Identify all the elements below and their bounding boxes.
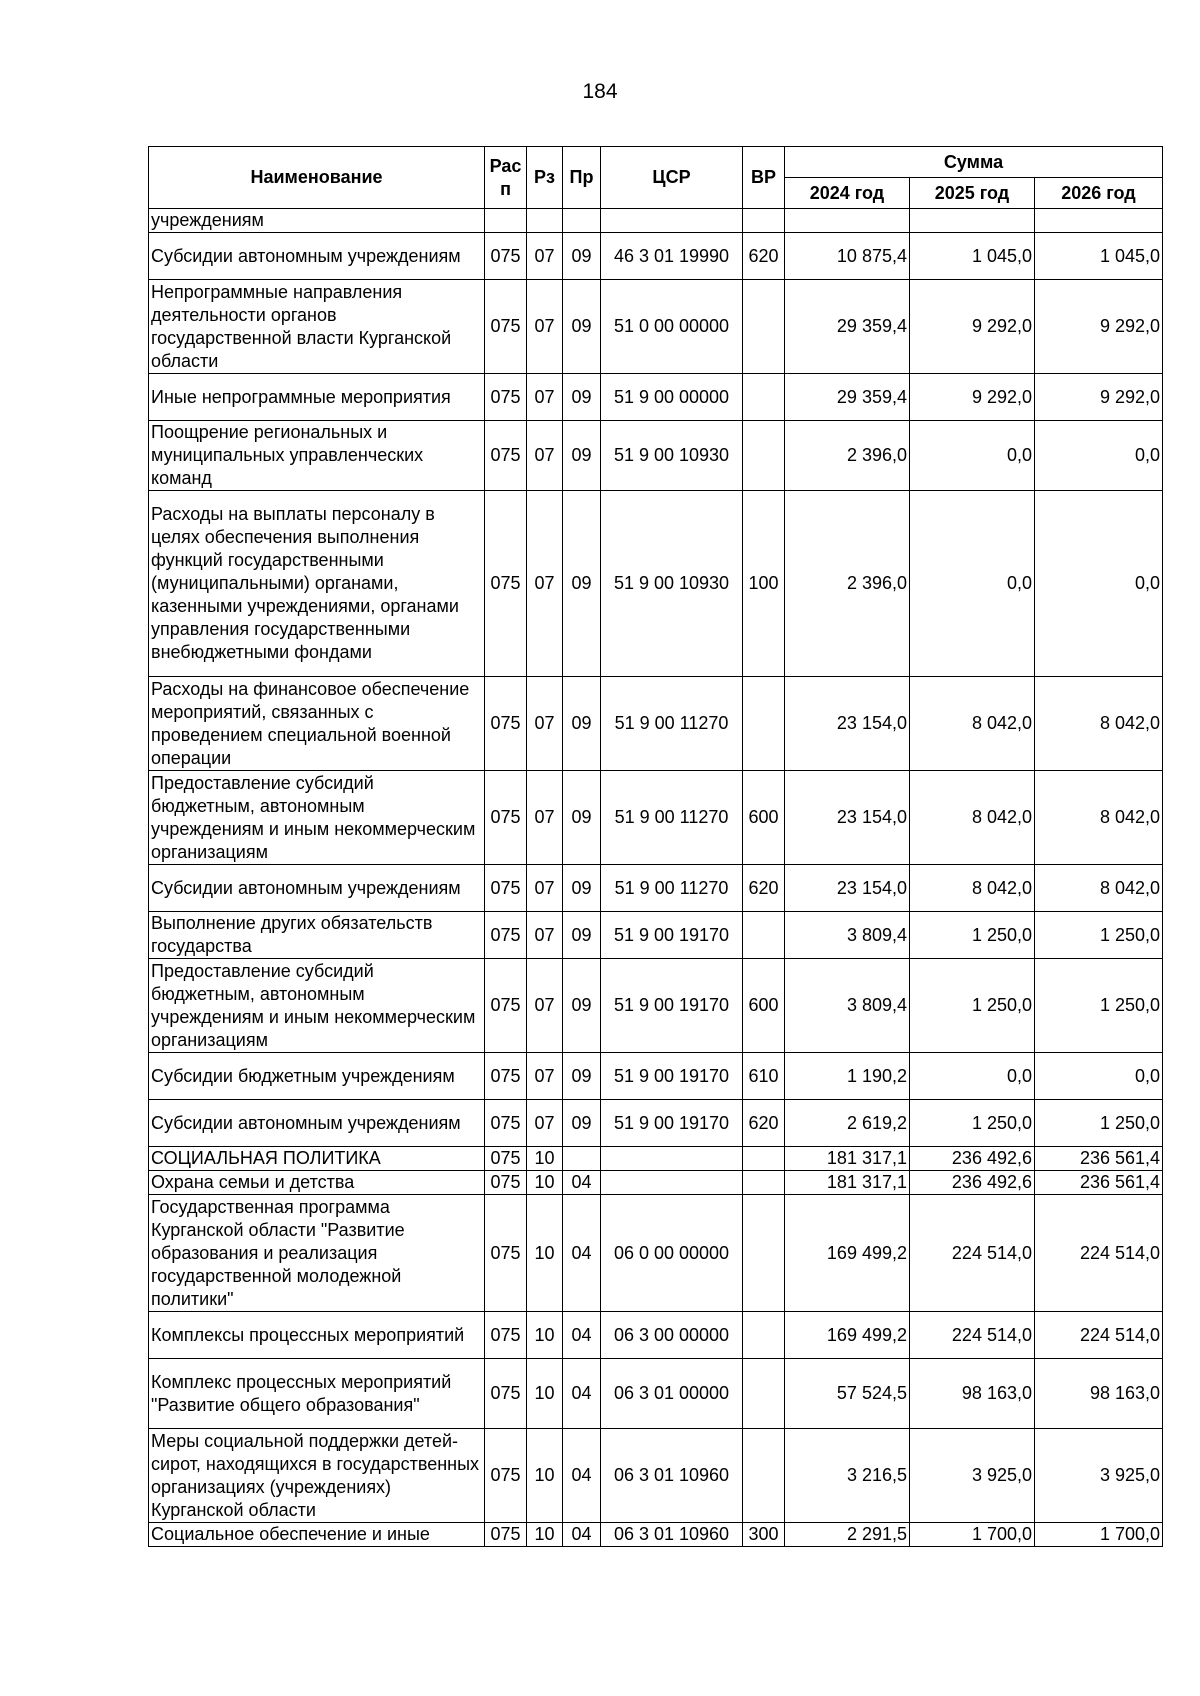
table-row [149, 912, 1163, 959]
row-csr: 51 9 00 19170 [601, 1100, 743, 1147]
row-sum-2025: 224 514,0 [910, 1312, 1035, 1359]
row-sum-2026: 1 250,0 [1035, 1100, 1163, 1147]
row-pr: 09 [563, 865, 601, 912]
row-sum-2024: 10 875,4 [785, 233, 910, 280]
row-sum-2024: 29 359,4 [785, 374, 910, 421]
row-name: Расходы на финансовое обеспечение мероприятий, связанных с проведением специальной военной операции [149, 677, 485, 771]
row-name: Иные непрограммные мероприятия [149, 374, 485, 421]
row-pr: 09 [563, 374, 601, 421]
row-vr: 610 [743, 1053, 785, 1100]
row-sum-2025: 1 045,0 [910, 233, 1035, 280]
row-rasp: 075 [485, 1359, 527, 1429]
row-vr [743, 209, 785, 233]
row-rz: 10 [527, 1523, 563, 1547]
row-sum-2026: 236 561,4 [1035, 1147, 1163, 1171]
table-row [149, 233, 1163, 280]
table-row [149, 491, 1163, 677]
row-sum-2024: 57 524,5 [785, 1359, 910, 1429]
row-rasp: 075 [485, 865, 527, 912]
row-sum-2025: 0,0 [910, 1053, 1035, 1100]
row-rz: 07 [527, 1100, 563, 1147]
row-rasp: 075 [485, 1312, 527, 1359]
row-pr: 09 [563, 1100, 601, 1147]
table-row [149, 959, 1163, 1053]
row-sum-2026: 224 514,0 [1035, 1312, 1163, 1359]
row-rz: 07 [527, 677, 563, 771]
row-sum-2026: 8 042,0 [1035, 677, 1163, 771]
row-rasp: 075 [485, 233, 527, 280]
row-rz: 07 [527, 959, 563, 1053]
row-vr [743, 677, 785, 771]
row-pr: 04 [563, 1312, 601, 1359]
row-csr: 51 9 00 11270 [601, 865, 743, 912]
table-row [149, 1147, 1163, 1171]
row-rz: 10 [527, 1147, 563, 1171]
row-pr: 04 [563, 1359, 601, 1429]
header-name: Наименование [149, 147, 485, 209]
row-sum-2024: 181 317,1 [785, 1147, 910, 1171]
row-sum-2025: 1 250,0 [910, 912, 1035, 959]
row-csr: 51 0 00 00000 [601, 280, 743, 374]
table-row [149, 1359, 1163, 1429]
row-sum-2025: 0,0 [910, 421, 1035, 491]
row-sum-2025 [910, 209, 1035, 233]
header-sum: Сумма [785, 147, 1163, 178]
row-name: Комплекс процессных мероприятий "Развитие общего образования" [149, 1359, 485, 1429]
row-name: Охрана семьи и детства [149, 1171, 485, 1195]
row-vr [743, 912, 785, 959]
row-sum-2026: 224 514,0 [1035, 1195, 1163, 1312]
row-name: Социальное обеспечение и иные [149, 1523, 485, 1547]
row-sum-2025: 98 163,0 [910, 1359, 1035, 1429]
row-vr [743, 1171, 785, 1195]
row-vr: 600 [743, 771, 785, 865]
row-sum-2024: 169 499,2 [785, 1312, 910, 1359]
row-rz: 07 [527, 421, 563, 491]
row-sum-2026: 0,0 [1035, 491, 1163, 677]
row-pr: 04 [563, 1171, 601, 1195]
row-name: Выполнение других обязательств государства [149, 912, 485, 959]
row-vr: 300 [743, 1523, 785, 1547]
row-rasp: 075 [485, 1429, 527, 1523]
row-sum-2026: 9 292,0 [1035, 280, 1163, 374]
row-sum-2026: 1 700,0 [1035, 1523, 1163, 1547]
row-sum-2024: 23 154,0 [785, 771, 910, 865]
table-row [149, 209, 1163, 233]
row-vr [743, 280, 785, 374]
row-sum-2024 [785, 209, 910, 233]
header-2024: 2024 год [785, 178, 910, 209]
header-rz: Рз [527, 147, 563, 209]
row-rasp: 075 [485, 912, 527, 959]
row-pr: 09 [563, 959, 601, 1053]
header-csr: ЦСР [601, 147, 743, 209]
row-vr [743, 1312, 785, 1359]
row-rasp: 075 [485, 771, 527, 865]
row-sum-2025: 8 042,0 [910, 865, 1035, 912]
table-row [149, 865, 1163, 912]
row-sum-2026: 236 561,4 [1035, 1171, 1163, 1195]
row-rz [527, 209, 563, 233]
row-sum-2024: 181 317,1 [785, 1171, 910, 1195]
row-sum-2024: 1 190,2 [785, 1053, 910, 1100]
table-row [149, 1171, 1163, 1195]
row-sum-2026: 1 045,0 [1035, 233, 1163, 280]
header-rasp: Рас п [485, 147, 527, 209]
budget-table [148, 146, 1163, 1547]
row-rz: 07 [527, 771, 563, 865]
row-sum-2025: 3 925,0 [910, 1429, 1035, 1523]
row-rz: 07 [527, 280, 563, 374]
row-rz: 07 [527, 865, 563, 912]
row-pr: 09 [563, 421, 601, 491]
page-number: 184 [582, 80, 618, 103]
row-name: Государственная программа Курганской области "Развитие образования и реализация государственной молодежной политики" [149, 1195, 485, 1312]
row-rasp: 075 [485, 491, 527, 677]
row-pr: 09 [563, 491, 601, 677]
row-sum-2026: 98 163,0 [1035, 1359, 1163, 1429]
row-sum-2026 [1035, 209, 1163, 233]
row-name: учреждениям [149, 209, 485, 233]
row-name: СОЦИАЛЬНАЯ ПОЛИТИКА [149, 1147, 485, 1171]
row-rz: 10 [527, 1359, 563, 1429]
row-vr: 620 [743, 865, 785, 912]
row-csr: 51 9 00 11270 [601, 677, 743, 771]
row-pr: 09 [563, 771, 601, 865]
row-name: Предоставление субсидий бюджетным, автономным учреждениям и иным некоммерческим организациям [149, 959, 485, 1053]
row-sum-2025: 0,0 [910, 491, 1035, 677]
row-csr [601, 209, 743, 233]
row-csr: 51 9 00 10930 [601, 421, 743, 491]
table-row [149, 1195, 1163, 1312]
row-sum-2025: 236 492,6 [910, 1171, 1035, 1195]
row-sum-2026: 1 250,0 [1035, 912, 1163, 959]
row-rz: 10 [527, 1429, 563, 1523]
row-sum-2025: 236 492,6 [910, 1147, 1035, 1171]
row-rasp: 075 [485, 959, 527, 1053]
table-row [149, 1053, 1163, 1100]
row-sum-2026: 0,0 [1035, 1053, 1163, 1100]
row-sum-2026: 8 042,0 [1035, 865, 1163, 912]
row-name: Субсидии автономным учреждениям [149, 233, 485, 280]
row-rasp: 075 [485, 280, 527, 374]
row-name: Субсидии бюджетным учреждениям [149, 1053, 485, 1100]
row-rz: 07 [527, 491, 563, 677]
row-sum-2025: 9 292,0 [910, 374, 1035, 421]
row-rasp: 075 [485, 1195, 527, 1312]
row-vr [743, 1359, 785, 1429]
row-rz: 07 [527, 374, 563, 421]
table-row [149, 677, 1163, 771]
table-row [149, 1429, 1163, 1523]
row-sum-2026: 8 042,0 [1035, 771, 1163, 865]
row-sum-2025: 8 042,0 [910, 677, 1035, 771]
row-sum-2025: 224 514,0 [910, 1195, 1035, 1312]
header-2026: 2026 год [1035, 178, 1163, 209]
table-row [149, 1312, 1163, 1359]
row-csr: 06 3 01 10960 [601, 1429, 743, 1523]
row-sum-2025: 9 292,0 [910, 280, 1035, 374]
row-csr: 06 3 01 10960 [601, 1523, 743, 1547]
row-pr [563, 209, 601, 233]
row-rz: 07 [527, 1053, 563, 1100]
row-rasp: 075 [485, 677, 527, 771]
row-csr: 06 3 01 00000 [601, 1359, 743, 1429]
row-vr [743, 1147, 785, 1171]
row-csr: 06 0 00 00000 [601, 1195, 743, 1312]
table-row [149, 421, 1163, 491]
header-2025: 2025 год [910, 178, 1035, 209]
row-sum-2026: 0,0 [1035, 421, 1163, 491]
row-sum-2024: 3 809,4 [785, 959, 910, 1053]
row-rasp: 075 [485, 1147, 527, 1171]
row-sum-2025: 1 700,0 [910, 1523, 1035, 1547]
row-name: Поощрение региональных и муниципальных управленческих команд [149, 421, 485, 491]
row-csr: 46 3 01 19990 [601, 233, 743, 280]
row-name: Меры социальной поддержки детей-сирот, находящихся в государственных организациях (учреждениях) Курганской области [149, 1429, 485, 1523]
row-rasp: 075 [485, 1171, 527, 1195]
row-name: Субсидии автономным учреждениям [149, 1100, 485, 1147]
row-vr: 620 [743, 1100, 785, 1147]
header-vr: ВР [743, 147, 785, 209]
row-name: Предоставление субсидий бюджетным, автономным учреждениям и иным некоммерческим организациям [149, 771, 485, 865]
table-row [149, 771, 1163, 865]
row-vr: 100 [743, 491, 785, 677]
row-rasp: 075 [485, 1100, 527, 1147]
row-rasp: 075 [485, 1053, 527, 1100]
table-row [149, 1100, 1163, 1147]
table-row [149, 280, 1163, 374]
row-sum-2024: 2 291,5 [785, 1523, 910, 1547]
table-row [149, 1523, 1163, 1547]
row-sum-2024: 3 809,4 [785, 912, 910, 959]
row-vr [743, 1195, 785, 1312]
row-csr: 51 9 00 19170 [601, 912, 743, 959]
row-sum-2026: 1 250,0 [1035, 959, 1163, 1053]
header-pr: Пр [563, 147, 601, 209]
row-sum-2024: 2 619,2 [785, 1100, 910, 1147]
row-csr: 51 9 00 11270 [601, 771, 743, 865]
row-pr: 09 [563, 1053, 601, 1100]
row-csr: 51 9 00 19170 [601, 959, 743, 1053]
row-rz: 10 [527, 1195, 563, 1312]
row-sum-2025: 8 042,0 [910, 771, 1035, 865]
row-name: Субсидии автономным учреждениям [149, 865, 485, 912]
row-csr [601, 1171, 743, 1195]
row-vr [743, 1429, 785, 1523]
row-sum-2024: 2 396,0 [785, 421, 910, 491]
row-csr: 51 9 00 19170 [601, 1053, 743, 1100]
row-sum-2025: 1 250,0 [910, 959, 1035, 1053]
row-pr: 09 [563, 233, 601, 280]
row-csr: 51 9 00 10930 [601, 491, 743, 677]
row-rasp: 075 [485, 1523, 527, 1547]
row-csr: 06 3 00 00000 [601, 1312, 743, 1359]
table-row [149, 374, 1163, 421]
row-rz: 07 [527, 912, 563, 959]
row-pr: 09 [563, 912, 601, 959]
row-csr [601, 1147, 743, 1171]
row-sum-2024: 23 154,0 [785, 865, 910, 912]
row-sum-2024: 3 216,5 [785, 1429, 910, 1523]
row-rasp: 075 [485, 374, 527, 421]
row-vr [743, 421, 785, 491]
row-pr: 09 [563, 280, 601, 374]
row-rz: 07 [527, 233, 563, 280]
row-csr: 51 9 00 00000 [601, 374, 743, 421]
row-sum-2025: 1 250,0 [910, 1100, 1035, 1147]
row-name: Непрограммные направления деятельности органов государственной власти Курганской области [149, 280, 485, 374]
row-rasp: 075 [485, 421, 527, 491]
row-vr: 620 [743, 233, 785, 280]
row-sum-2026: 9 292,0 [1035, 374, 1163, 421]
row-vr: 600 [743, 959, 785, 1053]
row-name: Комплексы процессных мероприятий [149, 1312, 485, 1359]
row-sum-2024: 2 396,0 [785, 491, 910, 677]
row-name: Расходы на выплаты персоналу в целях обеспечения выполнения функций государственными (муниципальными) органами, казенными учреждениями, органами управления государственными внебюджетными фондами [149, 491, 485, 677]
row-rz: 10 [527, 1171, 563, 1195]
row-sum-2024: 29 359,4 [785, 280, 910, 374]
row-pr: 04 [563, 1195, 601, 1312]
row-pr: 09 [563, 677, 601, 771]
row-vr [743, 374, 785, 421]
row-sum-2026: 3 925,0 [1035, 1429, 1163, 1523]
row-pr [563, 1147, 601, 1171]
row-rz: 10 [527, 1312, 563, 1359]
row-rasp [485, 209, 527, 233]
row-sum-2024: 23 154,0 [785, 677, 910, 771]
row-pr: 04 [563, 1523, 601, 1547]
row-sum-2024: 169 499,2 [785, 1195, 910, 1312]
row-pr: 04 [563, 1429, 601, 1523]
